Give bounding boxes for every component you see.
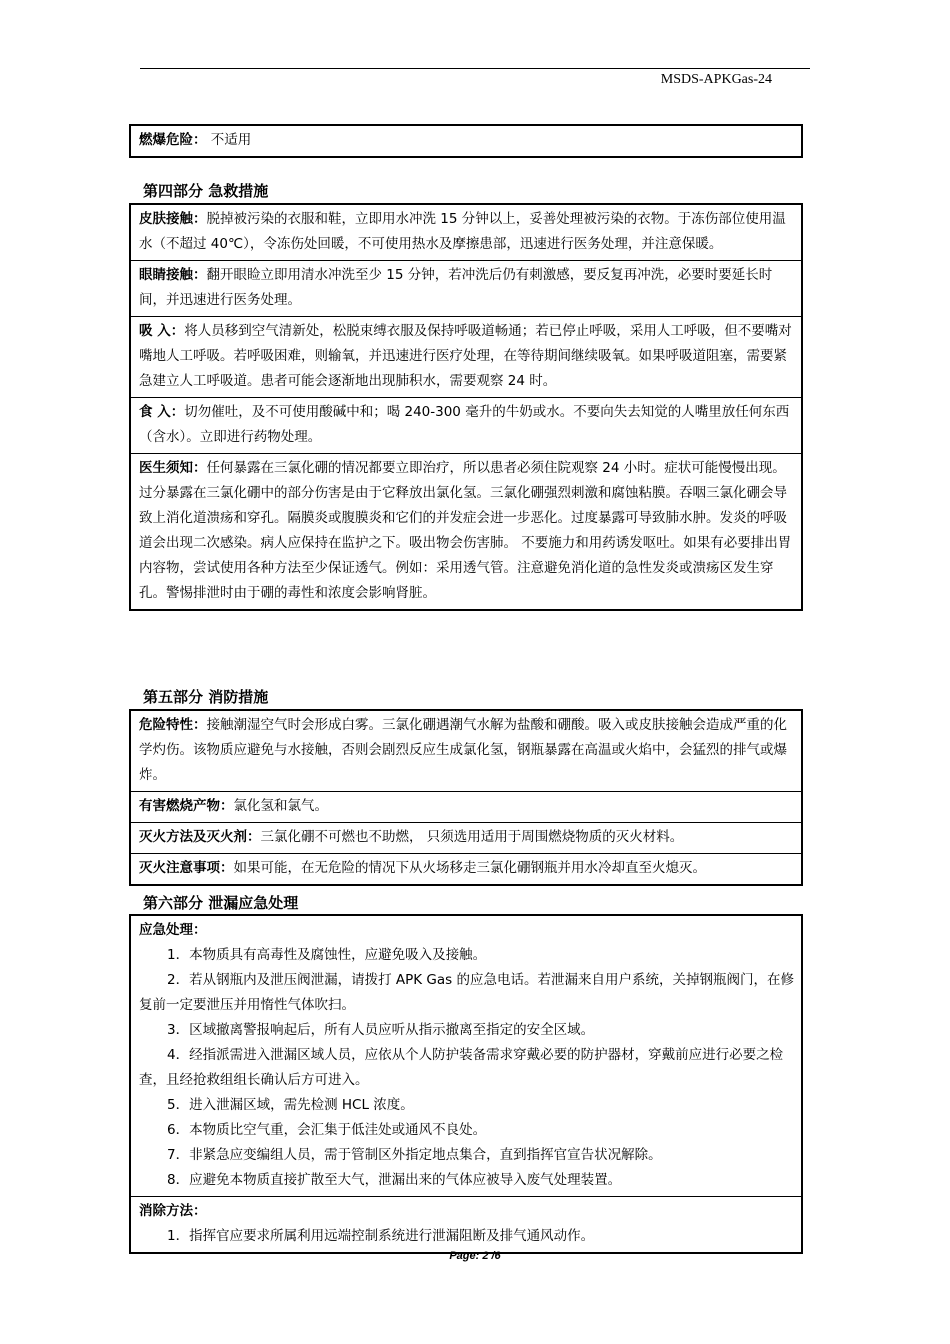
list-item: 2．若从钢瓶内及泄压阀泄漏，请拨打 APK Gas 的应急电话。若泄漏来自用户系统，关掉钢瓶阀门，在修复前一定要泄压并用惰性气体吹扫。 [139, 972, 794, 1013]
emergency-label: 应急处理： [139, 922, 207, 938]
row-label: 食 入： [139, 404, 185, 420]
header-rule [140, 68, 810, 69]
row-label: 有害燃烧产物： [139, 798, 234, 814]
flammability-row [131, 126, 801, 156]
list-item: 8．应避免本物质直接扩散至大气，泄漏出来的气体应被导入废气处理装置。 [167, 1172, 622, 1188]
skin-contact-row [131, 205, 801, 260]
flammability-box [129, 124, 803, 158]
row-label: 吸 入： [139, 323, 185, 339]
list-item: 6．本物质比空气重，会汇集于低洼处或通风不良处。 [167, 1122, 487, 1138]
row-label: 危险特性： [139, 717, 207, 733]
row-label: 眼睛接触： [139, 267, 207, 283]
row-text: 切勿催吐，及不可使用酸碱中和；喝 240-300 毫升的牛奶或水。不要向失去知觉的人嘴里放任何东西（含水）。立即进行药物处理。 [139, 404, 790, 445]
physician-notes-row [131, 453, 801, 609]
row-label: 医生须知： [139, 460, 207, 476]
row-text: 翻开眼睑立即用清水冲洗至少 15 分钟，若冲洗后仍有刺激感，要反复再冲洗，必要时要延长时间，并迅速进行医务处理。 [139, 267, 773, 308]
elimination-label: 消除方法： [139, 1203, 207, 1219]
firefighting-table [129, 709, 803, 886]
first-aid-table [129, 203, 803, 611]
list-item: 4．经指派需进入泄漏区域人员，应依从个人防护装备需求穿戴必要的防护器材，穿戴前应进行必要之检查，且经抢救组组长确认后方可进入。 [139, 1047, 784, 1088]
section6-title: 第六部分 泄漏应急处理 [143, 894, 299, 912]
row-text: 脱掉被污染的衣服和鞋，立即用水冲洗 15 分钟以上，妥善处理被污染的衣物。于冻伤部位使用温水（不超过 40℃），令冻伤处回暖，不可使用热水及摩擦患部，迅速进行医务处理，并注意保暖。 [139, 211, 786, 252]
row-label: 皮肤接触： [139, 211, 207, 227]
flammability-value: 不适用 [210, 132, 252, 148]
row-label: 灭火注意事项： [139, 860, 234, 876]
list-item: 3．区域撤离警报响起后，所有人员应听从指示撤离至指定的安全区域。 [167, 1022, 595, 1038]
row-text: 三氯化硼不可燃也不助燃， 只须选用适用于周围燃烧物质的灭火材料。 [260, 829, 684, 845]
document-id: MSDS-APKGas-24 [660, 72, 772, 87]
hazard-properties-row [131, 711, 801, 791]
extinguishing-method-row [131, 822, 801, 853]
list-item: 5．进入泄漏区域，需先检测 HCL 浓度。 [167, 1097, 414, 1113]
row-text: 氯化氢和氯气。 [233, 798, 328, 814]
row-label: 灭火方法及灭火剂： [139, 829, 261, 845]
section5-title: 第五部分 消防措施 [143, 688, 269, 706]
spill-response-table [129, 914, 803, 1254]
combustion-products-row [131, 791, 801, 822]
row-text: 将人员移到空气清新处，松脱束缚衣服及保持呼吸道畅通；若已停止呼吸，采用人工呼吸，但不要嘴对嘴地人工呼吸。若呼吸困难，则输氧，并迅速进行医疗处理，在等待期间继续吸氧。如果呼吸道阻塞，需要紧急建立人工呼吸道。患者可能会逐渐地出现肺积水，需要观察 24 时。 [139, 323, 792, 389]
list-item: 7．非紧急应变编组人员，需于管制区外指定地点集合，直到指挥官宣告状况解除。 [167, 1147, 662, 1163]
row-text: 任何暴露在三氯化硼的情况都要立即治疗，所以患者必须住院观察 24 小时。症状可能慢慢出现。过分暴露在三氯化硼中的部分伤害是由于它释放出氯化氢。三氯化硼强烈刺激和腐蚀粘膜。吞咽三氯化硼会导致上消化道溃疡和穿孔。隔膜炎或腹膜炎和它们的并发症会进一步恶化。过度暴露可导致肺水肿。发炎的呼吸道会出现二次感染。病人应保持在监护之下。吸出物会伤害肺。 不要施力和用药诱发呕吐。如果有必要排出胃内容物，尝试使用各种方法至少保证透气。例如：采用透气管。注意避免消化道的急性发炎或溃疡区发生穿孔。警惕排泄时由于硼的毒性和浓度会影响肾脏。 [139, 460, 792, 601]
emergency-response-cell [131, 916, 801, 1196]
section4-title: 第四部分 急救措施 [143, 182, 269, 200]
list-item: 1．本物质具有高毒性及腐蚀性，应避免吸入及接触。 [167, 947, 487, 963]
ingestion-row [131, 397, 801, 453]
elimination-method-cell [131, 1196, 801, 1252]
row-text: 如果可能，在无危险的情况下从火场移走三氯化硼钢瓶并用水冷却直至火熄灭。 [233, 860, 706, 876]
row-text: 接触潮湿空气时会形成白雾。三氯化硼遇潮气水解为盐酸和硼酸。吸入或皮肤接触会造成严重的化学灼伤。该物质应避免与水接触，否则会剧烈反应生成氯化氢，钢瓶暴露在高温或火焰中，会猛烈的排气或爆炸。 [139, 717, 787, 783]
list-item: 1．指挥官应要求所属利用远端控制系统进行泄漏阻断及排气通风动作。 [167, 1228, 595, 1244]
eye-contact-row [131, 260, 801, 316]
flammability-label: 燃爆危险： [139, 132, 207, 148]
firefighting-notes-row [131, 853, 801, 884]
page-number: Page: 2 /6 [449, 1250, 501, 1262]
inhalation-row [131, 316, 801, 397]
